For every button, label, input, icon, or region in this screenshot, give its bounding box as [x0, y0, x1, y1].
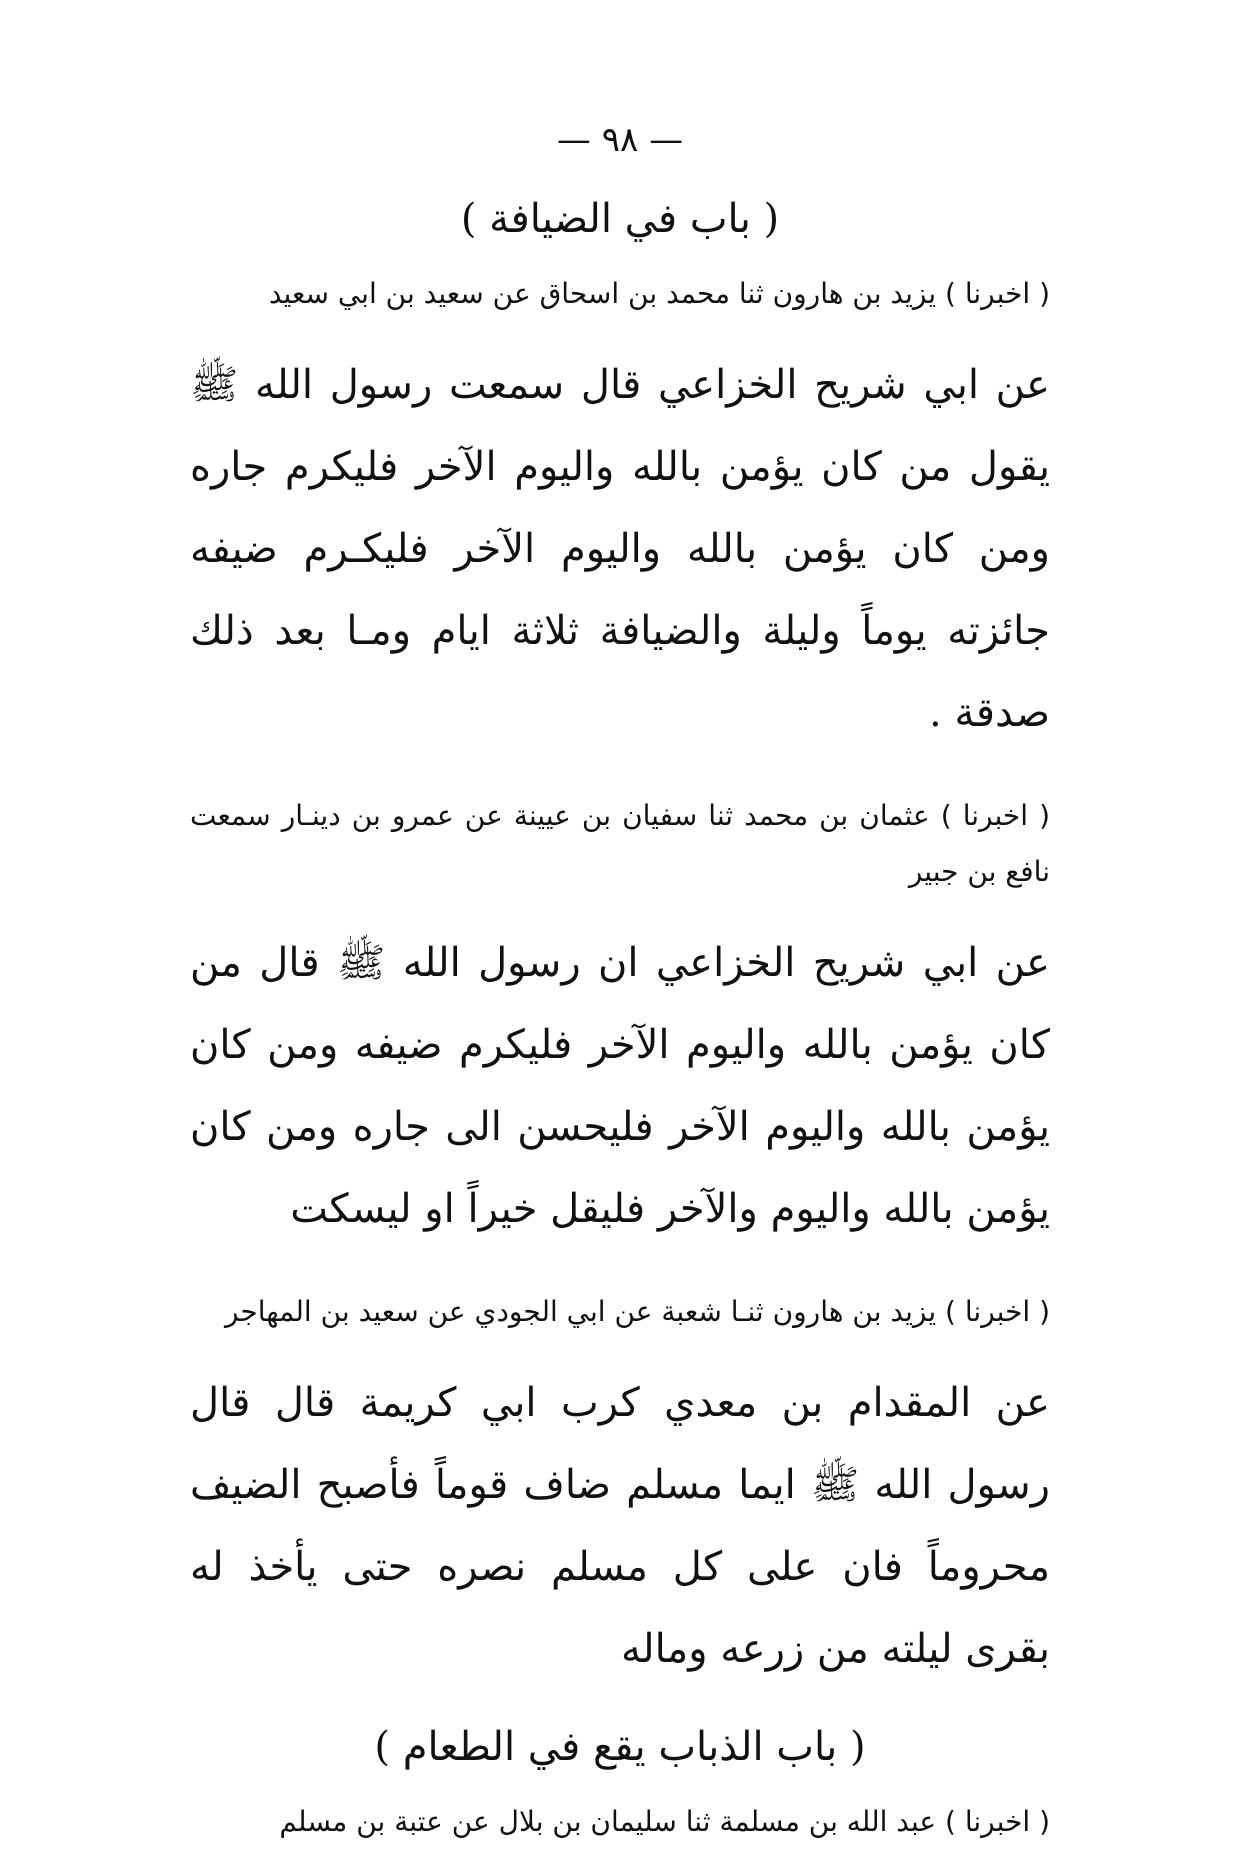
- hadith-3: [190, 1284, 1050, 1690]
- hadith-isnad: ( اخبرنا ) عبد الله بن مسلمة ثنا سليمان بن بلال عن عتبة بن مسلم: [279, 1805, 1050, 1838]
- section-heading: ( باب في الضيافة ): [460, 196, 780, 242]
- section-heading: ( باب الذباب يقع في الطعام ): [374, 1724, 866, 1770]
- hadith-text: عن المقدام بن معدي كرب ابي كريمة قال قال رسول الله ﷺ ايما مسلم ضاف قوماً فأصبح الضيف محروماً فان على كل مسلم نصره حتى يأخذ له بقرى ليلته من زرعه وماله: [190, 1380, 1050, 1672]
- hadith-1: [190, 266, 1050, 754]
- hadith-isnad: ( اخبرنا ) يزيد بن هارون ثنـا شعبة عن ابي الجودي عن سعيد بن المهاجر: [224, 1295, 1050, 1328]
- hadith-2: [190, 788, 1050, 1250]
- section-hospitality: [190, 196, 1050, 1690]
- hadith-isnad: ( اخبرنا ) يزيد بن هارون ثنا محمد بن اسحاق عن سعيد بن ابي سعيد: [268, 277, 1050, 310]
- hadith-isnad: ( اخبرنا ) عثمان بن محمد ثنا سفيان بن عيينة عن عمرو بن دينـار سمعت نافع بن جبير: [190, 799, 1050, 888]
- section-fly-in-food: [190, 1724, 1050, 1850]
- page-number: — ٩٨ —: [556, 120, 684, 160]
- hadith-text: عن ابي شريح الخزاعي قال سمعت رسول الله ﷺ يقول من كان يؤمن بالله واليوم الآخر فليكرم جاره ومن كان يؤمن بالله واليوم الآخر فليكـرم ضيفه جائزته يوماً وليلة والضيافة ثلاثة ايام ومـا بعد ذلك صدقة .: [190, 362, 1050, 736]
- hadith-4: [190, 1794, 1050, 1850]
- hadith-text: عن ابي شريح الخزاعي ان رسول الله ﷺ قال من كان يؤمن بالله واليوم الآخر فليكرم ضيفه ومن كان يؤمن بالله واليوم الآخر فليحسن الى جاره ومن كان يؤمن بالله واليوم والآخر فليقل خيراً او ليسكت: [190, 940, 1050, 1232]
